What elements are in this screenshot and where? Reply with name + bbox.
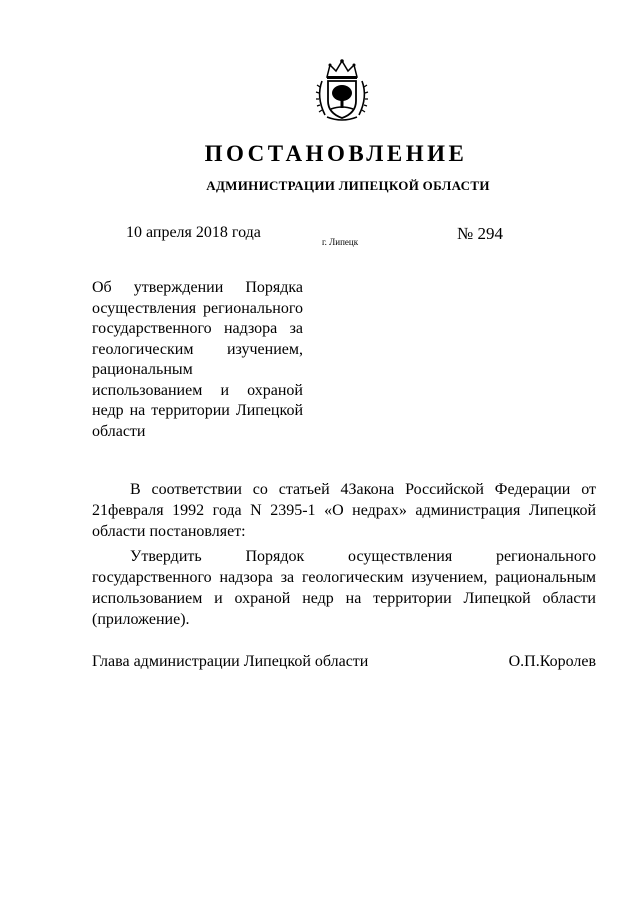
document-date: 10 апреля 2018 года (126, 224, 261, 241)
signatory-name: О.П.Королев (508, 653, 596, 670)
body-paragraph-preamble: В соответствии со статьей 4Закона Российской Федерации от 21февраля 1992 года N 2395-1 «О недрах» администрация Липецкой области постановляет: (92, 481, 596, 540)
issuing-authority: АДМИНИСТРАЦИИ ЛИПЕЦКОЙ ОБЛАСТИ (206, 178, 490, 193)
document-subject: Об утверждении Порядка осуществления регионального государственного надзора за геологическим изучением, рациональным использованием и охраной недр на территории Липецкой области (92, 279, 303, 440)
document-number: № 294 (457, 224, 503, 243)
document-title: ПОСТАНОВЛЕНИЕ (204, 141, 468, 166)
signatory-position: Глава администрации Липецкой области (92, 653, 369, 670)
document-city: г. Липецк (322, 237, 359, 247)
body-paragraph-resolution: Утвердить Порядок осуществления регионального государственного надзора за геологическим изучением, рациональным использованием и охраной недр на территории Липецкой области (приложение). (92, 548, 596, 628)
coat-of-arms-icon (313, 57, 371, 125)
